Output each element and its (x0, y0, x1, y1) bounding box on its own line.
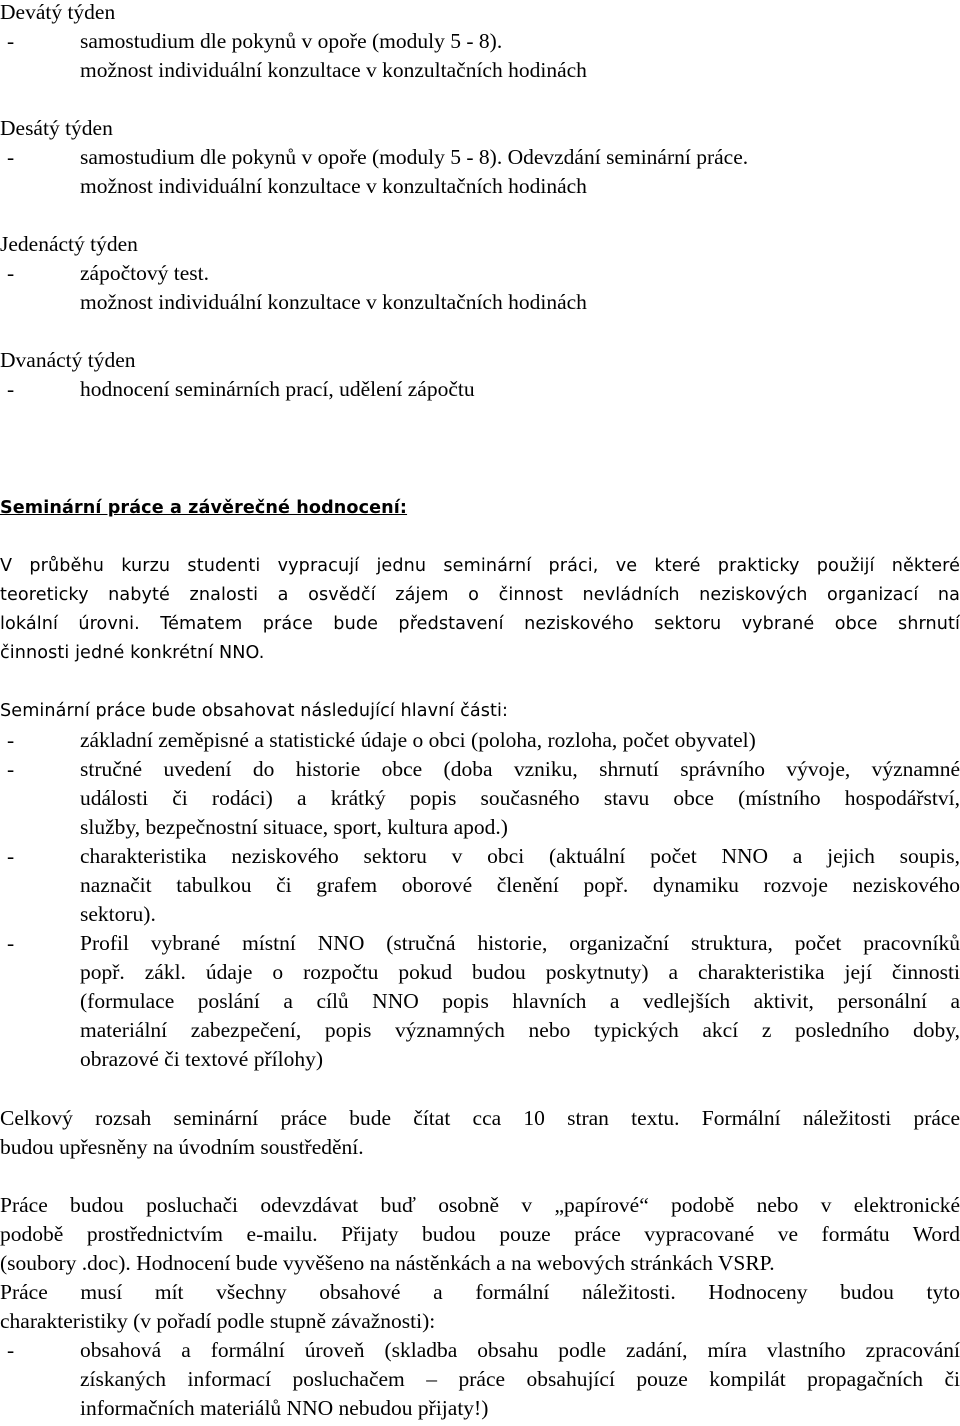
criteria-1-line-3: informačních materiálů NNO nebudou přijaty!) (80, 1396, 489, 1420)
bullet-dash: - (7, 145, 15, 169)
week-10-item-2: možnost individuální konzultace v konzultačních hodinách (80, 174, 587, 198)
submission-line-2: podobě prostřednictvím e-mailu. Přijaty budou pouze práce vypracované ve formátu Word (0, 1222, 960, 1246)
part-2-line-2: události či rodáci) a krátký popis současného stavu obce (místního hospodářství, (80, 786, 960, 810)
part-4-line-4: materiální zabezpečení, popis významných nebo typických akcí z posledního doby, (80, 1018, 960, 1042)
part-3-line-2: naznačit tabulkou či grafem oborové členění popř. dynamiku rozvoje neziskového (80, 873, 960, 897)
submission-line-1: Práce budou posluchači odevzdávat buď osobně v „papírové“ podobě nebo v elektronické (0, 1193, 960, 1217)
part-3: - charakteristika neziskového sektoru v obci (aktuální počet NNO a jejich soupis, (0, 842, 960, 871)
week-9-item-1: - samostudium dle pokynů v opoře (moduly 5 - 8). (0, 27, 960, 56)
week-9-heading: Devátý týden (0, 0, 116, 24)
parts-intro: Seminární práce bude obsahovat následující hlavní části: (0, 701, 509, 721)
week-11-item-2: možnost individuální konzultace v konzultačních hodinách (80, 290, 587, 314)
scope-line-1: Celkový rozsah seminární práce bude čítat cca 10 stran textu. Formální náležitosti práce (0, 1106, 960, 1130)
scope-line-2: budou upřesněny na úvodním soustředění. (0, 1135, 364, 1159)
submission-line-4: Práce musí mít všechny obsahové a formální náležitosti. Hodnoceny budou tyto (0, 1280, 960, 1304)
week-11-heading: Jedenáctý týden (0, 232, 138, 256)
part-4: - Profil vybrané místní NNO (stručná historie, organizační struktura, počet pracovníků (0, 929, 960, 958)
week-10-heading: Desátý týden (0, 116, 113, 140)
bullet-dash: - (7, 261, 15, 285)
part-4-line-2: popř. zákl. údaje o rozpočtu pokud budou poskytnuty) a charakteristika její činnosti (80, 960, 960, 984)
part-2: - stručné uvedení do historie obce (doba vzniku, shrnutí správního vývoje, významné (0, 755, 960, 784)
week-9-item-2: možnost individuální konzultace v konzultačních hodinách (80, 58, 587, 82)
week-12-heading: Dvanáctý týden (0, 348, 136, 372)
week-11-item-1: - zápočtový test. (0, 259, 960, 288)
intro-line-1: V průběhu kurzu studenti vypracují jednu seminární práci, ve které prakticky použijí některé (0, 556, 960, 576)
bullet-dash: - (7, 1338, 15, 1362)
bullet-dash: - (7, 931, 15, 955)
criteria-1: - obsahová a formální úroveň (skladba obsahu podle zadání, míra vlastního zpracování (0, 1336, 960, 1365)
part-4-line-3: (formulace poslání a cílů NNO popis hlavních a vedlejších aktivit, personální a (80, 989, 960, 1013)
bullet-dash: - (7, 29, 15, 53)
bullet-dash: - (7, 844, 15, 868)
week-12-item-1: - hodnocení seminárních prací, udělení zápočtu (0, 375, 960, 404)
bullet-dash: - (7, 728, 15, 752)
intro-line-2: teoreticky nabyté znalosti a osvědčí zájem o činnost nevládních neziskových organizací na (0, 585, 960, 605)
part-2-line-3: služby, bezpečnostní situace, sport, kultura apod.) (80, 815, 508, 839)
submission-line-3: (soubory .doc). Hodnocení bude vyvěšeno na nástěnkách a na webových stránkách VSRP. (0, 1251, 775, 1275)
criteria-1-line-2: získaných informací posluchačem – práce obsahující pouze kompilát propagačních či (80, 1367, 960, 1391)
intro-line-3: lokální úrovni. Tématem práce bude představení neziskového sektoru vybrané obce shrnutí (0, 614, 960, 634)
part-3-line-3: sektoru). (80, 902, 156, 926)
part-1: - základní zeměpisné a statistické údaje o obci (poloha, rozloha, počet obyvatel) (0, 726, 960, 755)
bullet-dash: - (7, 757, 15, 781)
intro-line-4: činnosti jedné konkrétní NNO. (0, 643, 265, 663)
bullet-dash: - (7, 377, 15, 401)
section-heading: Seminární práce a závěrečné hodnocení: (0, 498, 408, 518)
part-4-line-5: obrazové či textové přílohy) (80, 1047, 323, 1071)
week-10-item-1: - samostudium dle pokynů v opoře (moduly 5 - 8). Odevzdání seminární práce. (0, 143, 960, 172)
submission-line-5: charakteristiky (v pořadí podle stupně závažnosti): (0, 1309, 436, 1333)
